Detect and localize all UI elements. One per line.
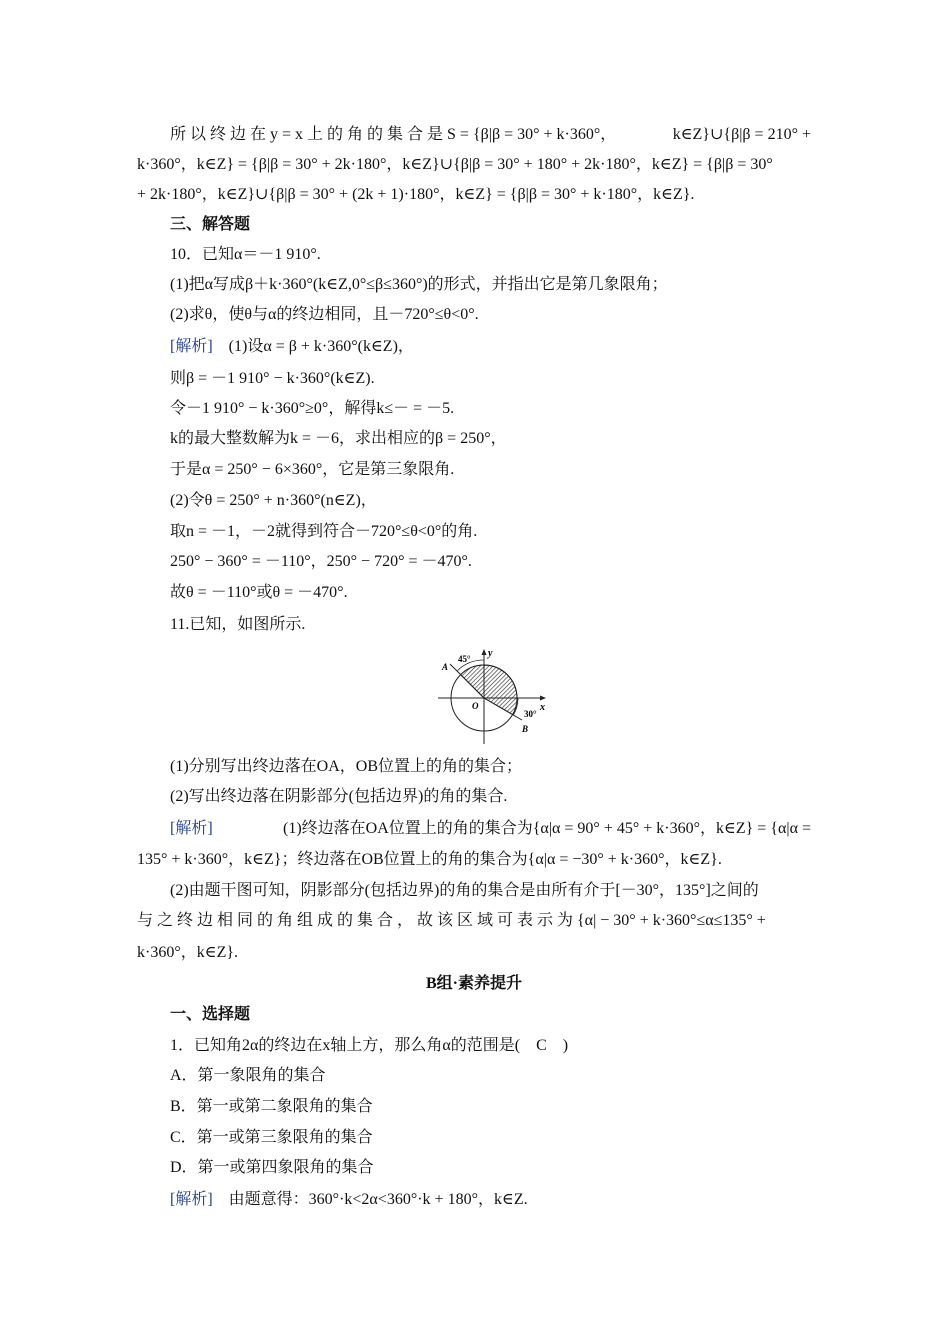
problem-10-statement: 10．已知α＝－1 910°. [170, 246, 321, 263]
label-a: A [442, 662, 449, 672]
solution-line: [解析] (1)终边落在OA位置上的角的集合为{α|α = 90° + 45° + k·360°，k∈Z} = {α|α = [170, 818, 811, 840]
x-axis-arrow [540, 696, 546, 701]
text-line: 所 以 终 边 在 y = x 上 的 角 的 集 合 是 S = {β|β = 30° + k·360°， k∈Z}∪{β|β = 210° + [170, 126, 811, 143]
y-axis-arrow [482, 649, 487, 655]
solution-tag: [解析] [170, 1191, 213, 1208]
label-y: y [488, 648, 493, 659]
label-b: B [522, 724, 529, 734]
solution-line: [解析] (1)设α = β + k·360°(k∈Z)， [170, 338, 414, 355]
label-x: x [540, 702, 545, 713]
label-30: 30° [524, 709, 537, 719]
problem-10-part-2: (2)求θ，使θ与α的终边相同，且－720°≤θ<0°. [170, 306, 479, 323]
option-a: A．第一象限角的集合 [170, 1067, 326, 1084]
solution-tag: [解析] [170, 820, 213, 837]
solution-line: k·360°，k∈Z}. [137, 944, 239, 961]
shaded-sector [461, 665, 517, 714]
problem-11-statement: 11.已知，如图所示. [170, 616, 306, 633]
angle-figure [432, 646, 556, 746]
solution-line: 取n = －1，－2就得到符合－720°≤θ<0°的角. [170, 523, 478, 540]
question-1-statement: 1．已知角2α的终边在x轴上方，那么角α的范围是( C ) [170, 1037, 569, 1054]
section-heading: 三、解答题 [170, 216, 251, 233]
solution-line: (2)令θ = 250° + n·360°(n∈Z)， [170, 492, 377, 509]
label-o: O [472, 701, 479, 711]
option-d: D．第一或第四象限角的集合 [170, 1159, 374, 1176]
text-line: k·360°，k∈Z} = {β|β = 30° + 2k·180°，k∈Z}∪{β|β = 30° + 180° + 2k·180°，k∈Z} = {β|β = 30° [137, 156, 773, 173]
solution-line: 135° + k·360°，k∈Z}；终边落在OB位置上的角的集合为{α|α = −30° + k·360°，k∈Z}. [137, 851, 722, 868]
problem-11-part-1: (1)分别写出终边落在OA，OB位置上的角的集合； [170, 758, 522, 775]
text-line: + 2k·180°，k∈Z}∪{β|β = 30° + (2k + 1)·180°，k∈Z} = {β|β = 30° + k·180°，k∈Z}. [137, 186, 695, 203]
problem-10-part-1: (1)把α写成β＋k·360°(k∈Z,0°≤β≤360°)的形式，并指出它是第几象限角； [170, 276, 668, 293]
solution-tag: [解析] [170, 338, 213, 355]
solution-line: 则β = －1 910° − k·360°(k∈Z). [170, 370, 375, 387]
solution-line: [解析] 由题意得：360°·k<2α<360°·k + 180°，k∈Z. [170, 1191, 528, 1208]
solution-line: 与 之 终 边 相 同 的 角 组 成 的 集 合 ， 故 该 区 域 可 表 示 为 {α| − 30° + k·360°≤α≤135° + [137, 912, 766, 929]
solution-line: (2)由题干图可知，阴影部分(包括边界)的角的集合是由所有介于[－30°，135°]之间的 [170, 882, 759, 899]
group-heading: B组·素养提升 [425, 975, 522, 992]
option-c: C．第一或第三象限角的集合 [170, 1129, 373, 1146]
problem-11-part-2: (2)写出终边落在阴影部分(包括边界)的角的集合. [170, 788, 508, 805]
label-45: 45° [458, 654, 471, 664]
solution-line: k的最大整数解为k = －6，求出相应的β = 250°， [170, 430, 507, 447]
solution-line: 故θ = －110°或θ = －470°. [170, 584, 348, 601]
solution-line: 250° − 360° = －110°，250° − 720° = －470°. [170, 553, 472, 570]
solution-line: 于是α = 250° − 6×360°，它是第三象限角. [170, 461, 455, 478]
option-b: B．第一或第二象限角的集合 [170, 1098, 373, 1115]
section-heading: 一、选择题 [170, 1006, 251, 1023]
solution-line: 令－1 910° − k·360°≥0°，解得k≤－ = －5. [170, 400, 455, 417]
